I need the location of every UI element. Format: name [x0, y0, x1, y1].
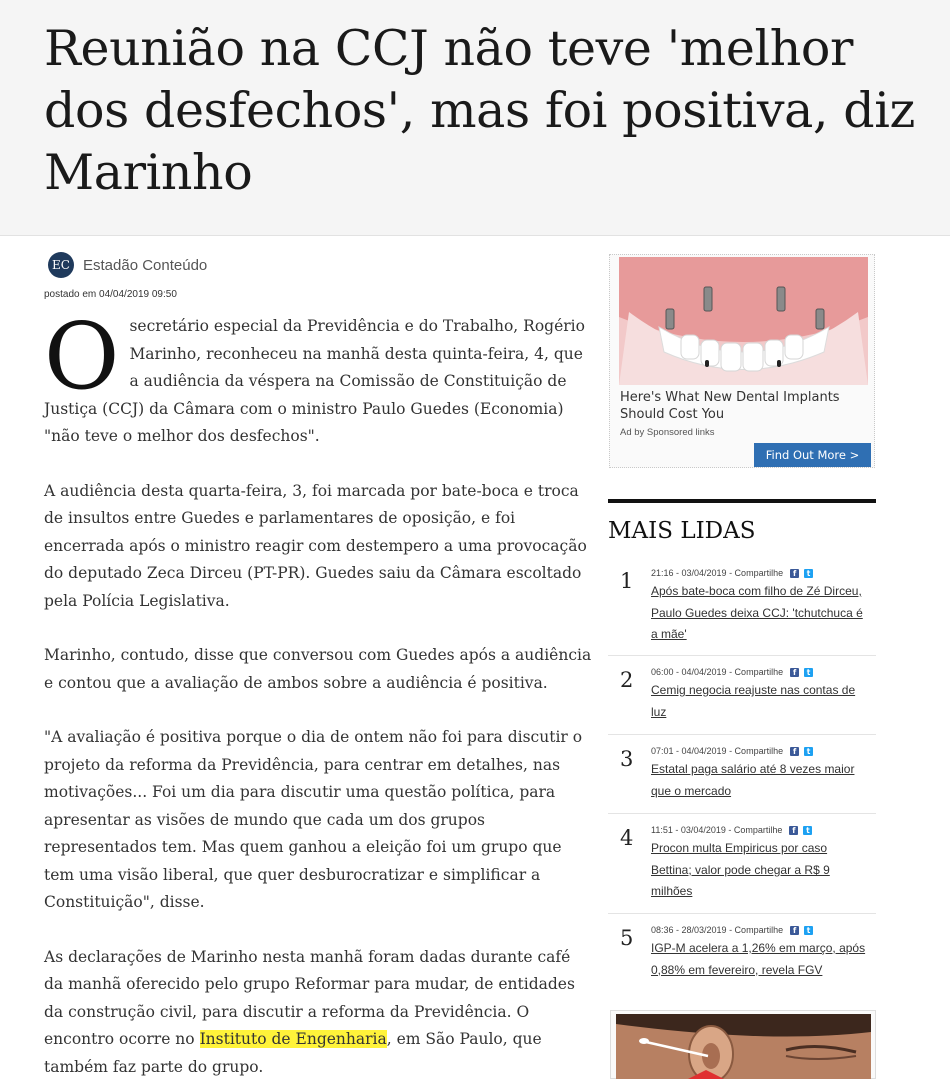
find-out-more-button[interactable]: Find Out More >	[754, 443, 871, 467]
item-number: 5	[620, 926, 634, 950]
paragraph-3: Marinho, contudo, disse que conversou com Guedes após a audiência e contou que a avaliação de ambos sobre a audiência é positiva.	[44, 646, 592, 692]
twitter-icon[interactable]: t	[804, 747, 813, 756]
twitter-icon[interactable]: t	[803, 826, 812, 835]
list-item	[608, 656, 876, 735]
item-timestamp: 21:16 - 03/04/2019 - Compartilhe	[651, 568, 784, 578]
section-divider	[608, 499, 876, 503]
item-meta	[651, 825, 812, 835]
facebook-icon[interactable]: f	[790, 668, 799, 677]
facebook-icon[interactable]: f	[790, 926, 799, 935]
drop-cap: O	[44, 303, 120, 410]
item-meta	[651, 925, 813, 935]
paragraph-1-text: secretário especial da Previdência e do Trabalho, Rogério Marinho, reconheceu na manhã desta quinta-feira, 4, que a audiência da véspera na Comissão de Constituição de Justiça (CCJ) da Câmara com o ministro Paulo Guedes (Economia) "não teve o melhor dos desfechos".	[44, 317, 585, 445]
dental-implant-image[interactable]	[619, 257, 868, 385]
sponsored-ad[interactable]	[609, 254, 875, 468]
item-meta	[651, 667, 813, 677]
instituto-link[interactable]: Instituto de Engenharia	[199, 1030, 387, 1048]
article-body	[44, 303, 592, 1079]
item-number: 2	[620, 668, 634, 692]
author-byline	[48, 252, 207, 278]
facebook-icon[interactable]: f	[790, 569, 799, 578]
twitter-icon[interactable]: t	[804, 926, 813, 935]
paragraph-5-text: As declarações de Marinho nesta manhã foram dadas durante café da manhã oferecido pelo grupo Reformar para mudar, de entidades da construção civil, para discutir a reforma da Previdência. O encontro ocorre no	[44, 947, 575, 1048]
twitter-icon[interactable]: t	[804, 569, 813, 578]
item-timestamp: 11:51 - 03/04/2019 - Compartilhe	[651, 825, 783, 835]
header-band	[0, 0, 950, 236]
item-timestamp: 06:00 - 04/04/2019 - Compartilhe	[651, 667, 784, 677]
item-link[interactable]: Após bate-boca com filho de Zé Dirceu, Paulo Guedes deixa CCJ: 'tchutchuca é a mãe'	[651, 584, 863, 641]
item-number: 1	[620, 569, 634, 593]
item-timestamp: 07:01 - 04/04/2019 - Compartilhe	[651, 746, 784, 756]
paragraph-5-text-end: , em São Paulo, que também faz parte do grupo.	[44, 1030, 542, 1076]
paragraph-2: A audiência desta quarta-feira, 3, foi marcada por bate-boca e troca de insultos entre Guedes e parlamentares de oposição, e foi encerrada após o ministro reagir com destempero a uma provocação do deputado Zeca Dirceu (PT-PR). Guedes saiu da Câmara escoltado pela Polícia Legislativa.	[44, 481, 587, 610]
paragraph-4: "A avaliação é positiva porque o dia de ontem não foi para discutir o projeto da reforma da Previdência, para centrar em detalhes, nas motivações... Foi um dia para discutir uma questão política, para apresentar as visões de mundo que cada um dos grupos representados tem. Mas quem ganhou a eleição foi um grupo que tem uma visão liberal, que quer desburocratizar e simplificar a Constituição", disse.	[44, 728, 583, 911]
item-link[interactable]: Estatal paga salário até 8 vezes maior que o mercado	[651, 762, 855, 798]
item-meta	[651, 568, 813, 578]
paragraph-1	[44, 303, 592, 451]
mais-lidas-section	[608, 499, 876, 989]
list-item	[608, 547, 876, 656]
list-item	[608, 735, 876, 814]
ear-cleaning-image[interactable]	[616, 1014, 871, 1079]
item-link[interactable]: IGP-M acelera a 1,26% em março, após 0,88% em fevereiro, revela FGV	[651, 941, 866, 977]
ad-title[interactable]: Here's What New Dental Implants Should Cost You	[620, 390, 840, 422]
list-item	[608, 814, 876, 914]
facebook-icon[interactable]: f	[790, 747, 799, 756]
list-item	[608, 914, 876, 989]
ear-illustration	[616, 1014, 871, 1079]
item-link[interactable]: Procon multa Empiricus por caso Bettina; valor pode chegar a R$ 9 milhões	[651, 841, 830, 898]
posted-date: postado em 04/04/2019 09:50	[44, 289, 177, 300]
mais-lidas-title: MAIS LIDAS	[608, 518, 756, 544]
author-name: Estadão Conteúdo	[83, 256, 208, 274]
dental-implant-illustration	[619, 257, 868, 385]
headline: Reunião na CCJ não teve 'melhor dos desfechos', mas foi positiva, diz Marinho	[44, 20, 915, 201]
ad-source: Ad by Sponsored links	[620, 427, 715, 438]
bottom-ad[interactable]	[610, 1010, 876, 1079]
item-timestamp: 08:36 - 28/03/2019 - Compartilhe	[651, 925, 784, 935]
item-number: 4	[620, 826, 634, 850]
facebook-icon[interactable]: f	[789, 826, 798, 835]
author-logo[interactable]: EC	[48, 252, 74, 278]
twitter-icon[interactable]: t	[804, 668, 813, 677]
item-meta	[651, 746, 813, 756]
item-link[interactable]: Cemig negocia reajuste nas contas de luz	[651, 683, 856, 719]
item-number: 3	[620, 747, 634, 771]
paragraph-5	[44, 944, 592, 1079]
